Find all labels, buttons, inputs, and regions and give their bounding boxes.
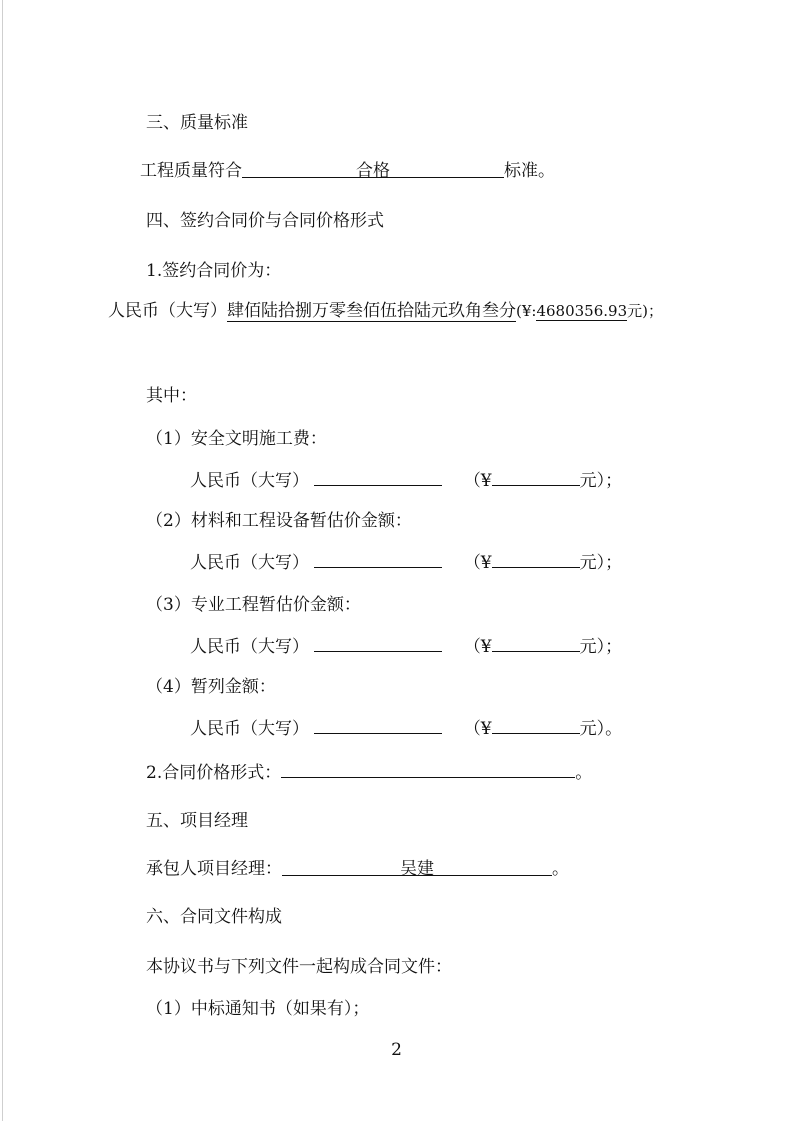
sub-item-amount-line [190,716,622,740]
sub-item-amount-blank [492,716,580,734]
contract-price-words: 肆佰陆拾捌万零叁佰伍拾陆元玖角叁分 [227,301,516,321]
sub-item-yen-label: （¥ [463,553,492,573]
section-5-heading: 五、项目经理 [146,811,248,831]
sub-item-yuan-label: 元）； [579,553,623,573]
sub-item-yen-label: （¥ [463,719,492,739]
section-6-heading: 六、合同文件构成 [146,907,282,927]
among-label: 其中： [146,386,197,406]
contract-price-rmb-label: 人民币（大写） [108,301,227,321]
sub-item-amount-blank [492,550,580,568]
contract-price-form-suffix: 。 [575,763,593,783]
sub-item-rmb-label: 人民币（大写） [190,471,309,491]
sub-item-amount-blank [492,468,580,486]
contract-price-yuan-close: 元)； [627,302,663,320]
section-3-heading: 三、质量标准 [146,113,248,133]
sub-item-yuan-label: 元）； [579,637,623,657]
sub-item-title: （4）暂列金额： [146,677,276,697]
sub-item-words-blank [314,634,442,652]
contract-price-form-line [146,760,592,784]
sub-item-amount-line [190,550,622,574]
quality-standard-suffix: 标准。 [504,161,555,181]
contract-docs-item: （1）中标通知书（如果有）； [146,999,370,1019]
project-manager-label: 承包人项目经理： [146,859,282,879]
scan-edge-line [2,0,3,1121]
section-4-heading: 四、签约合同价与合同价格形式 [146,211,384,231]
page-number: 2 [391,1040,402,1060]
sub-item-words-blank [314,550,442,568]
project-manager-line [146,858,569,880]
sub-item-amount-line [190,634,622,658]
sub-item-yen-label: （¥ [463,471,492,491]
contract-docs-intro: 本协议书与下列文件一起构成合同文件： [146,957,452,977]
contract-price-label: 1.签约合同价为： [146,261,282,281]
sub-item-words-blank [314,716,442,734]
contract-price-yen-open: (¥: [516,302,537,320]
sub-item-title: （3）专业工程暂估价金额： [146,595,361,615]
project-manager-name: 吴建 [282,858,552,876]
sub-item-words-blank [314,468,442,486]
sub-item-title: （1）安全文明施工费： [146,429,327,449]
quality-standard-line [140,160,555,182]
sub-item-rmb-label: 人民币（大写） [190,719,309,739]
project-manager-suffix: 。 [552,859,569,879]
sub-item-yuan-label: 元）。 [579,719,623,739]
contract-price-form-label: 2.合同价格形式： [146,763,282,783]
sub-item-yen-label: （¥ [463,637,492,657]
contract-price-amount: 4680356.93 [536,302,628,320]
sub-item-title: （2）材料和工程设备暂估价金额： [146,511,412,531]
sub-item-yuan-label: 元）； [579,471,623,491]
contract-price-form-blank [281,760,575,778]
contract-price-line [108,300,663,322]
sub-item-amount-blank [492,634,580,652]
sub-item-amount-line [190,468,622,492]
quality-standard-value: 合格 [242,160,504,178]
sub-item-rmb-label: 人民币（大写） [190,637,309,657]
quality-standard-prefix: 工程质量符合 [140,161,242,181]
sub-item-rmb-label: 人民币（大写） [190,553,309,573]
